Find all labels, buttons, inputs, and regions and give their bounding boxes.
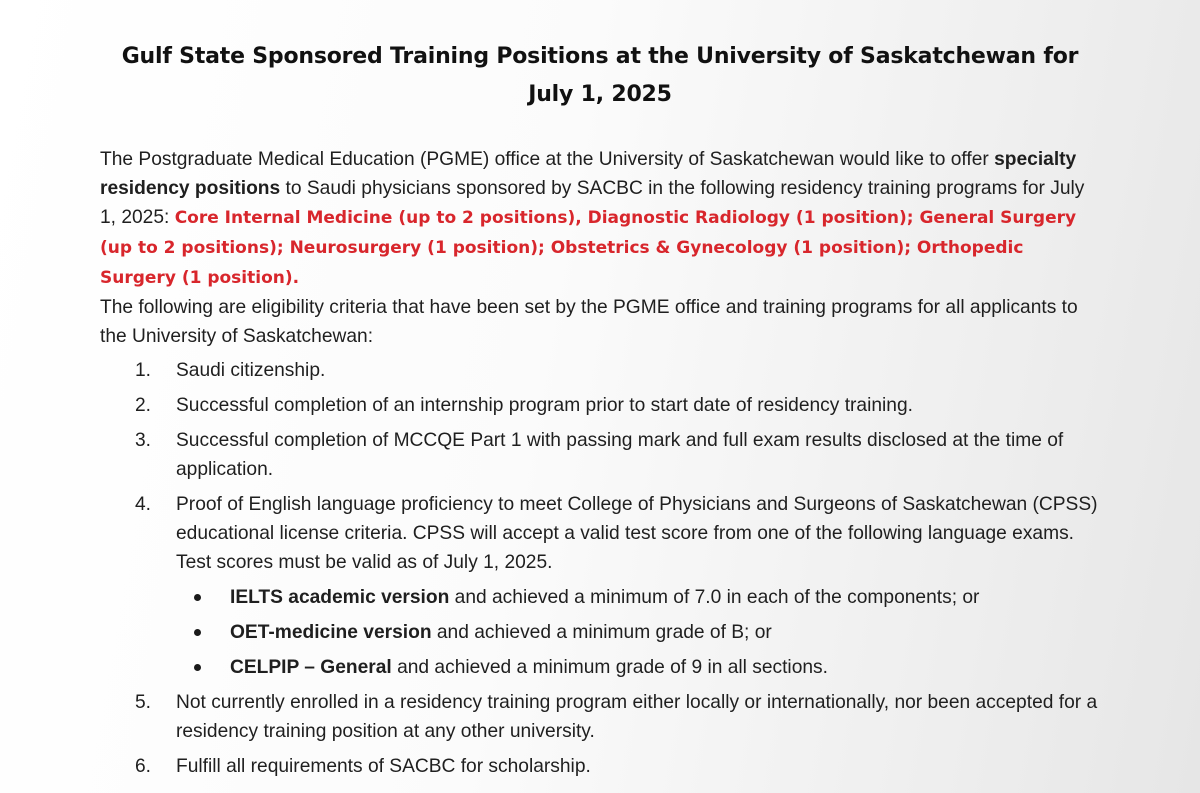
intro-paragraph — [100, 145, 1100, 293]
intro-text-2: to Saudi physicians sponsored by SACBC in the following residency training programs for July 1, 2025: — [100, 178, 1085, 228]
bullet-icon — [194, 664, 201, 671]
exam-requirement: and achieved a minimum of 7.0 in each of the components; or — [449, 587, 980, 608]
criterion-item — [100, 688, 1100, 746]
exam-item — [176, 583, 1100, 612]
exam-name: IELTS academic version — [230, 587, 450, 608]
intro-bold-phrase: specialty residency positions — [100, 149, 1077, 199]
criterion-item — [100, 391, 1100, 420]
exam-requirement: and achieved a minimum grade of 9 in all sections. — [391, 657, 828, 678]
intro-text-1: The Postgraduate Medical Education (PGME) office at the University of Saskatchewan would like to offer — [100, 149, 995, 170]
eligibility-criteria-list — [100, 356, 1100, 787]
criterion-text: Not currently enrolled in a residency training program either locally or internationally, nor been accepted for a residency training position at any other university. — [176, 692, 1098, 742]
criteria-intro-paragraph: The following are eligibility criteria that have been set by the PGME office and training programs for all applicants to the University of Saskatchewan: — [100, 297, 1078, 347]
criterion-text: Successful completion of an internship program prior to start date of residency training. — [176, 395, 913, 416]
language-exam-list — [176, 583, 1100, 682]
criterion-text: Successful completion of MCCQE Part 1 with passing mark and full exam results disclosed at the time of application. — [176, 430, 1064, 480]
criterion-item — [100, 490, 1100, 682]
bullet-icon — [194, 594, 201, 601]
criterion-number: 6. — [135, 756, 152, 777]
criterion-number: 3. — [135, 430, 152, 451]
exam-item — [176, 618, 1100, 647]
program-list: Core Internal Medicine (up to 2 positions), Diagnostic Radiology (1 position); General Surgery (up to 2 positions); Neurosurgery (1 position); Obstetrics & Gynecology (1 position); Orthopedic Surgery (1 position). — [100, 208, 1077, 288]
criterion-item — [100, 356, 1100, 385]
criterion-item — [100, 752, 1100, 781]
criterion-text: Fulfill all requirements of SACBC for scholarship. — [176, 756, 591, 777]
criterion-text: Saudi citizenship. — [176, 360, 326, 381]
document-title-line-1: Gulf State Sponsored Training Positions at the University of Saskatchewan for — [121, 44, 1079, 69]
exam-item — [176, 653, 1100, 682]
criterion-text: Proof of English language proficiency to meet College of Physicians and Surgeons of Saskatchewan (CPSS) educational license criteria. CPSS will accept a valid test score from one of the following language exams. Test scores must be valid as of July 1, 2025. — [176, 494, 1098, 573]
document-title-line-2: July 1, 2025 — [528, 82, 672, 107]
bullet-icon — [194, 629, 201, 636]
criterion-item — [100, 426, 1100, 484]
criterion-number: 4. — [135, 494, 152, 515]
exam-requirement: and achieved a minimum grade of B; or — [431, 622, 772, 643]
criterion-number: 1. — [135, 360, 152, 381]
exam-name: OET-medicine version — [230, 622, 432, 643]
criterion-number: 5. — [135, 692, 152, 713]
exam-name: CELPIP – General — [230, 657, 392, 678]
criterion-number: 2. — [135, 395, 152, 416]
